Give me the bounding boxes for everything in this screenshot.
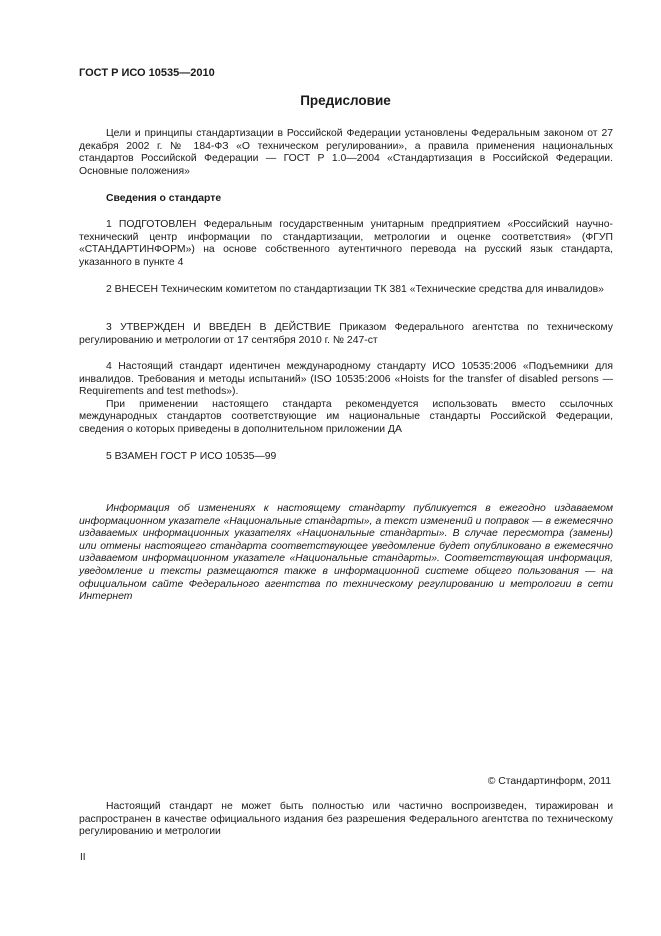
item-3-section: [79, 322, 613, 347]
intro-section: [79, 128, 613, 178]
standard-info-heading: Сведения о стандарте: [106, 193, 222, 204]
item-2-section: [79, 284, 613, 297]
copyright-line: © Стандартинформ, 2011: [487, 776, 611, 787]
item-1-section: [79, 219, 613, 269]
item-1-paragraph: 1 ПОДГОТОВЛЕН Федеральным государственным унитарным предприятием «Российский научно-технический центр информации по стандартизации, метрологии и оценке соответствия» (ФГУП «СТАНДАРТИНФОРМ») на основе собственного аутентичного перевода на русский язык стандарта, указанного в пункте 4: [79, 219, 613, 268]
page-number: II: [80, 852, 86, 863]
info-notice-section: [79, 503, 613, 604]
info-notice-paragraph: Информация об изменениях к настоящему стандарту публикуется в ежегодно издаваемом информационном указателе «Национальные стандарты», а текст изменений и поправок — в ежемесячно издаваемых информационных указателях «Национальные стандарты». В случае пересмотра (замены) или отмены настоящего стандарта соответствующее уведомление будет опубликовано в ежемесячно издаваемом информационном указателе «Национальные стандарты». Соответствующая информация, уведомление и тексты размещаются также в информационной системе общего пользования — на официальном сайте Федерального агентства по техническому регулированию и метрологии в сети Интернет: [79, 503, 613, 603]
document-header: ГОСТ Р ИСО 10535—2010: [79, 67, 215, 79]
item-4-note-paragraph: При применении настоящего стандарта рекомендуется использовать вместо ссылочных международных стандартов соответствующие им национальные стандарты Российской Федерации, сведения о которых приведены в дополнительном приложении ДА: [79, 398, 613, 435]
item-3-paragraph: 3 УТВЕРЖДЕН И ВВЕДЕН В ДЕЙСТВИЕ Приказом Федерального агентства по техническому регулированию и метрологии от 17 сентября 2010 г. № 247-ст: [79, 322, 613, 346]
reproduction-notice-paragraph: Настоящий стандарт не может быть полностью или частично воспроизведен, тиражирован и распространен в качестве официального издания без разрешения Федерального агентства по техническому регулированию и метрологии: [79, 801, 613, 838]
item-5-section: [79, 451, 613, 464]
item-4-paragraph: 4 Настоящий стандарт идентичен международному стандарту ИСО 10535:2006 «Подъемники для инвалидов. Требования и методы испытаний» (ISO 10535:2006 «Hoists for the transfer of disabled persons — Requirements and test methods»).: [79, 361, 613, 398]
reproduction-notice-section: [79, 801, 613, 839]
intro-paragraph: Цели и принципы стандартизации в Российской Федерации установлены Федеральным законом от 27 декабря 2002 г. № 184-ФЗ «О техническом регулировании», а правила применения национальных стандартов Российской Федерации — ГОСТ Р 1.0—2004 «Стандартизация в Российской Федерации. Основные положения»: [79, 128, 613, 177]
item-2-paragraph: 2 ВНЕСЕН Техническим комитетом по стандартизации ТК 381 «Технические средства для инвалидов»: [106, 284, 604, 295]
item-4-section: [79, 361, 613, 437]
item-5-paragraph: 5 ВЗАМЕН ГОСТ Р ИСО 10535—99: [106, 451, 277, 462]
page-title: Предисловие: [300, 93, 391, 108]
